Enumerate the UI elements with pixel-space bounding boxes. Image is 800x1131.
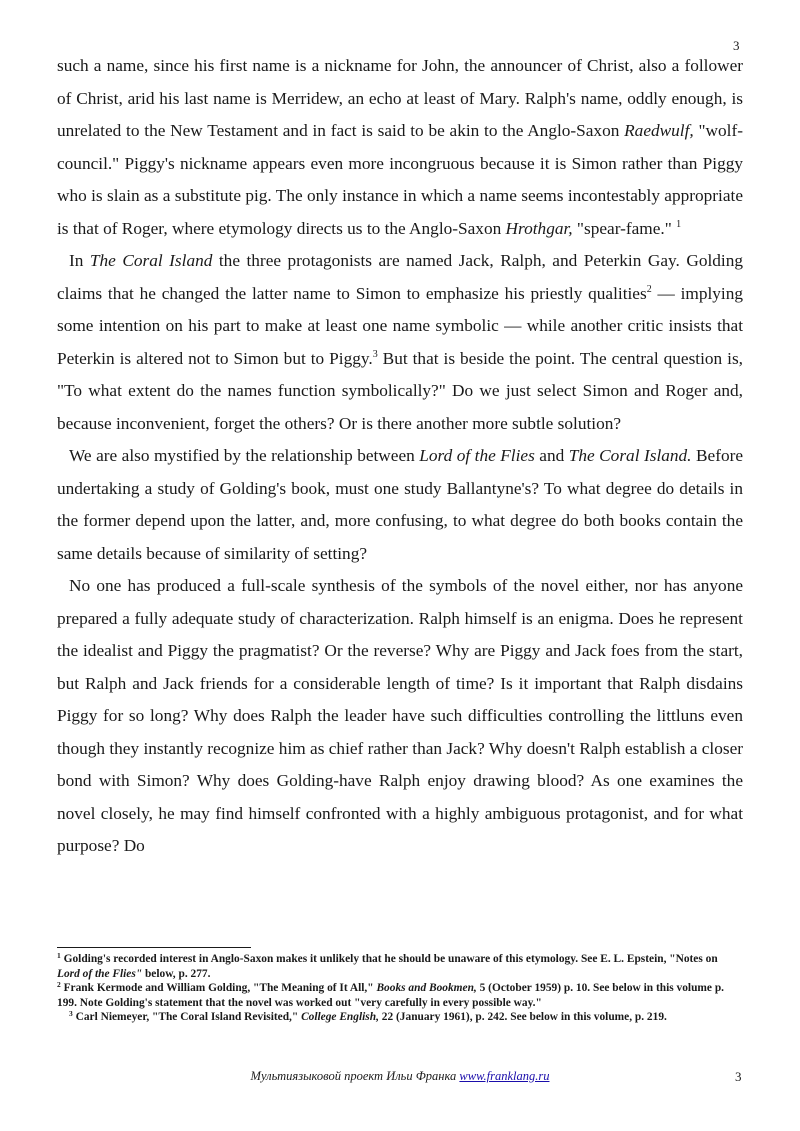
footnote-ref[interactable]: 1 <box>676 218 682 230</box>
footnote-3: $^3$ Carl Niemeyer, "The Coral Island Revisited," College English, 22 (January 1961), p. 242. See below in this volume, p. 219. <box>69 1009 667 1024</box>
footnote-ref[interactable]: 2 <box>646 283 652 295</box>
paragraph: We are also mystified by the relationship between Lord of the Flies and The Coral Island. Before undertaking a study of Golding's book, must one study Ballantyne's? To what degree do details in the former depend upon the latter, and, more confusing, to what degree do both books contain the same details because of similarity of setting? <box>57 446 744 563</box>
paragraph: such a name, since his first name is a nickname for John, the announcer of Christ, also a follower of Christ, arid his last name is Merridew, an echo at least of Mary. Ralph's name, oddly enough, is unrelated to the New Testament and in fact is said to be akin to the Anglo-Saxon Raedwulf, "wolf-council." Piggy's nickname appears even more incongruous because it is Simon rather than Piggy who is slain as a substitute pig. The only instance in which a name seems incontestably appropriate is that of Roger, where etymology directs us to the Anglo-Saxon Hrothgar, "spear-fame." $^1$ <box>57 56 743 238</box>
paragraph: In The Coral Island the three protagonists are named Jack, Ralph, and Peterkin Gay. Golding claims that he changed the latter name to Simon to emphasize his priestly qualities$^2$ — implying some intention on his part to make at least one name symbolic — while another critic insists that Peterkin is altered not to Simon but to Piggy.$^3$ But that is beside the point. The central question is, "To what extent do the names function symbolically?" Do we just select Simon and Roger and, because inconvenient, forget the others? Or is there another more subtle solution? <box>57 251 744 433</box>
footnote-divider <box>57 947 251 948</box>
footnotes <box>57 952 743 1025</box>
page-number-bottom: 3 <box>735 1069 742 1084</box>
page-number-top: 3 <box>733 38 740 53</box>
footnote-1: $^1$ Golding's recorded interest in Anglo-Saxon makes it unlikely that he should be unaware of this etymology. See E. L. Epstein, "Notes on Lord of the Flies" below, p. 277. <box>57 951 718 980</box>
paragraph: No one has produced a full-scale synthesis of the symbols of the novel either, nor has anyone prepared a fully adequate study of characterization. Ralph himself is an enigma. Does he represent the idealist and Piggy the pragmatist? Or the reverse? Why are Piggy and Jack foes from the start, but Ralph and Jack friends for a considerable length of time? Is it important that Ralph disdains Piggy for so long? Why does Ralph the leader have such difficulties controlling the littluns even though they instantly recognize him as chief rather than Jack? Why doesn't Ralph establish a closer bond with Simon? Why does Golding-have Ralph enjoy drawing blood? As one examines the novel closely, he may find himself confronted with a highly ambiguous protagonist, and for what purpose? Do <box>57 576 743 855</box>
footnote-ref[interactable]: 3 <box>372 348 378 360</box>
website-link[interactable]: www.franklang.ru <box>459 1069 550 1083</box>
body-text <box>57 50 743 863</box>
footer-project: Мультиязыковой проект Ильи Франка www.franklang.ru <box>250 1069 550 1083</box>
footnote-2: $^2$ Frank Kermode and William Golding, "The Meaning of It All," Books and Bookmen, 5 (October 1959) p. 10. See below in this volume p. 199. Note Golding's statement that the novel was worked out "very carefully in every possible way." <box>57 980 724 1009</box>
